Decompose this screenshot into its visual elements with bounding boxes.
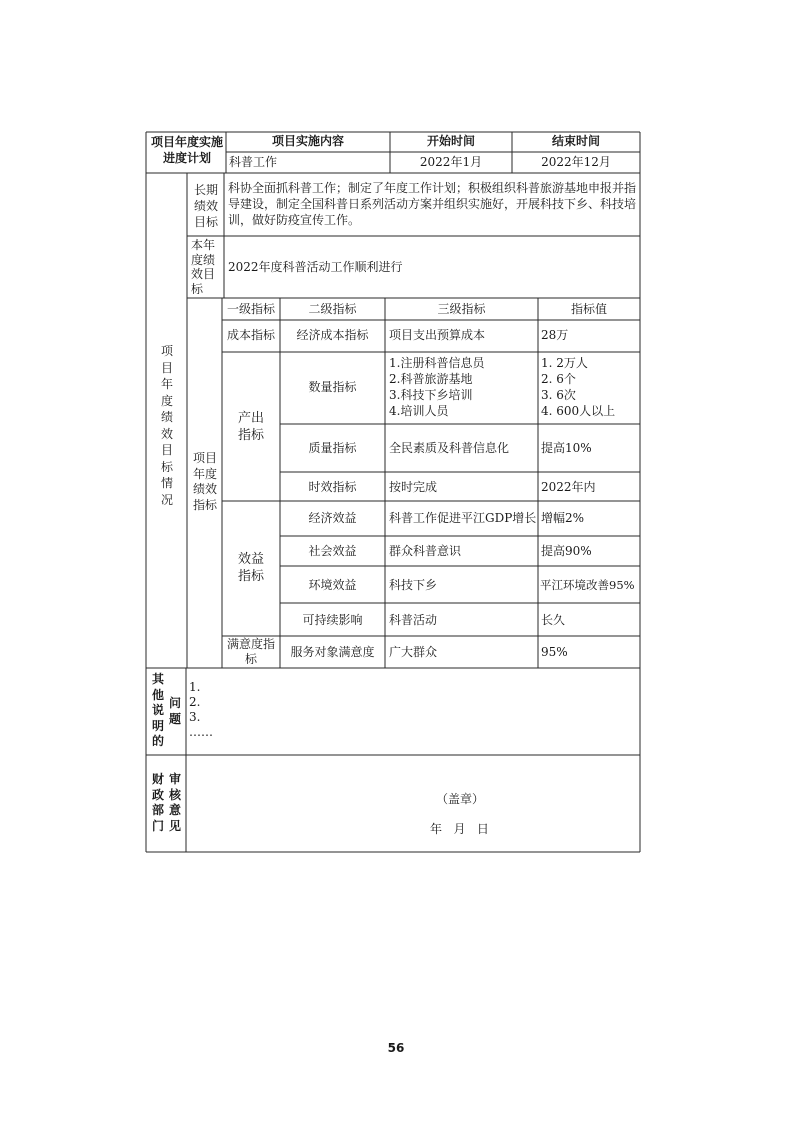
cost-level1: 成本指标 <box>226 328 275 342</box>
header-start: 开始时间 <box>426 134 475 148</box>
satisfaction-level2: 服务对象满意度 <box>290 645 375 659</box>
other-line-3: 3. <box>189 710 201 724</box>
cost-value: 28万 <box>541 328 569 342</box>
other-label: 其他说明的 <box>151 672 164 748</box>
sustainable-level2: 可持续影响 <box>302 613 363 627</box>
header-end: 结束时间 <box>551 134 600 148</box>
review-label-a: 财政部门 <box>151 772 164 833</box>
goals-section-label: 项目年度绩效目标情况 <box>160 344 173 507</box>
benefit-level1: 效益指标 <box>237 552 264 584</box>
header-level3: 三级指标 <box>437 302 486 316</box>
quantity-level2: 数量指标 <box>308 380 357 394</box>
plan-content: 科普工作 <box>229 155 278 169</box>
timeliness-value: 2022年内 <box>541 480 596 494</box>
quantity-item-1: 1.注册科普信息员 <box>389 356 485 370</box>
satisfaction-value: 95% <box>541 645 568 659</box>
long-term-line-2: 导建设，制定全国科普日系列活动方案并组织实施好，开展科技下乡、科技培 <box>228 197 637 211</box>
quantity-value-4: 4. 600人以上 <box>541 404 616 418</box>
quantity-item-2: 2.科普旅游基地 <box>389 372 473 386</box>
header-value: 指标值 <box>570 302 607 316</box>
cost-level3: 项目支出预算成本 <box>389 328 486 342</box>
social-level2: 社会效益 <box>308 544 357 558</box>
economic-value: 增幅2% <box>541 511 585 525</box>
quantity-item-3: 3.科技下乡培训 <box>389 388 473 402</box>
annual-label: 本年度绩效目标 <box>191 238 216 296</box>
long-term-label: 长期绩效目标 <box>193 183 218 229</box>
social-level3: 群众科普意识 <box>389 544 462 558</box>
page-number: 56 <box>387 1041 405 1055</box>
indicator-group-label: 项目年度绩效指标 <box>192 451 217 512</box>
quality-level3: 全民素质及科普信息化 <box>389 441 510 455</box>
other-line-1: 1. <box>189 680 201 694</box>
environment-value: 平江环境改善95% <box>540 578 635 592</box>
quantity-value-2: 2. 6个 <box>541 372 576 386</box>
header-level2: 二级指标 <box>308 302 357 316</box>
satisfaction-level1: 满意度指标 <box>226 637 275 666</box>
environment-level2: 环境效益 <box>308 578 357 592</box>
quantity-value-1: 1. 2万人 <box>541 356 588 370</box>
long-term-line-3: 训，做好防疫宣传工作。 <box>228 213 361 227</box>
satisfaction-level3: 广大群众 <box>389 645 438 659</box>
sustainable-value: 长久 <box>541 613 566 627</box>
review-label-b: 审核意见 <box>168 772 181 833</box>
environment-level3: 科技下乡 <box>389 578 438 592</box>
header-level1: 一级指标 <box>226 302 275 316</box>
review-date: 年 月 日 <box>430 822 489 836</box>
plan-label: 项目年度实施进度计划 <box>150 135 223 165</box>
quality-level2: 质量指标 <box>308 441 357 455</box>
cost-level2: 经济成本指标 <box>296 328 369 342</box>
plan-end: 2022年12月 <box>541 155 611 169</box>
sustainable-level3: 科普活动 <box>389 613 438 627</box>
other-sub-label: 问题 <box>168 696 181 726</box>
annual-text: 2022年度科普活动工作顺利进行 <box>228 260 403 274</box>
plan-start: 2022年1月 <box>419 155 483 169</box>
timeliness-level2: 时效指标 <box>308 480 357 494</box>
quantity-item-4: 4.培训人员 <box>389 404 449 418</box>
other-line-2: 2. <box>189 695 201 709</box>
other-line-4: …… <box>189 725 213 739</box>
timeliness-level3: 按时完成 <box>389 480 438 494</box>
economic-level2: 经济效益 <box>308 511 357 525</box>
quantity-value-3: 3. 6次 <box>541 388 576 402</box>
header-content: 项目实施内容 <box>271 134 344 148</box>
output-level1: 产出指标 <box>237 411 264 443</box>
quality-value: 提高10% <box>541 441 592 455</box>
long-term-line-1: 科协全面抓科普工作；制定了年度工作计划；积极组织科普旅游基地申报并指 <box>228 181 637 195</box>
economic-level3: 科普工作促进平江GDP增长 <box>389 511 537 525</box>
social-value: 提高90% <box>541 544 592 558</box>
seal-text: （盖章） <box>435 792 484 806</box>
